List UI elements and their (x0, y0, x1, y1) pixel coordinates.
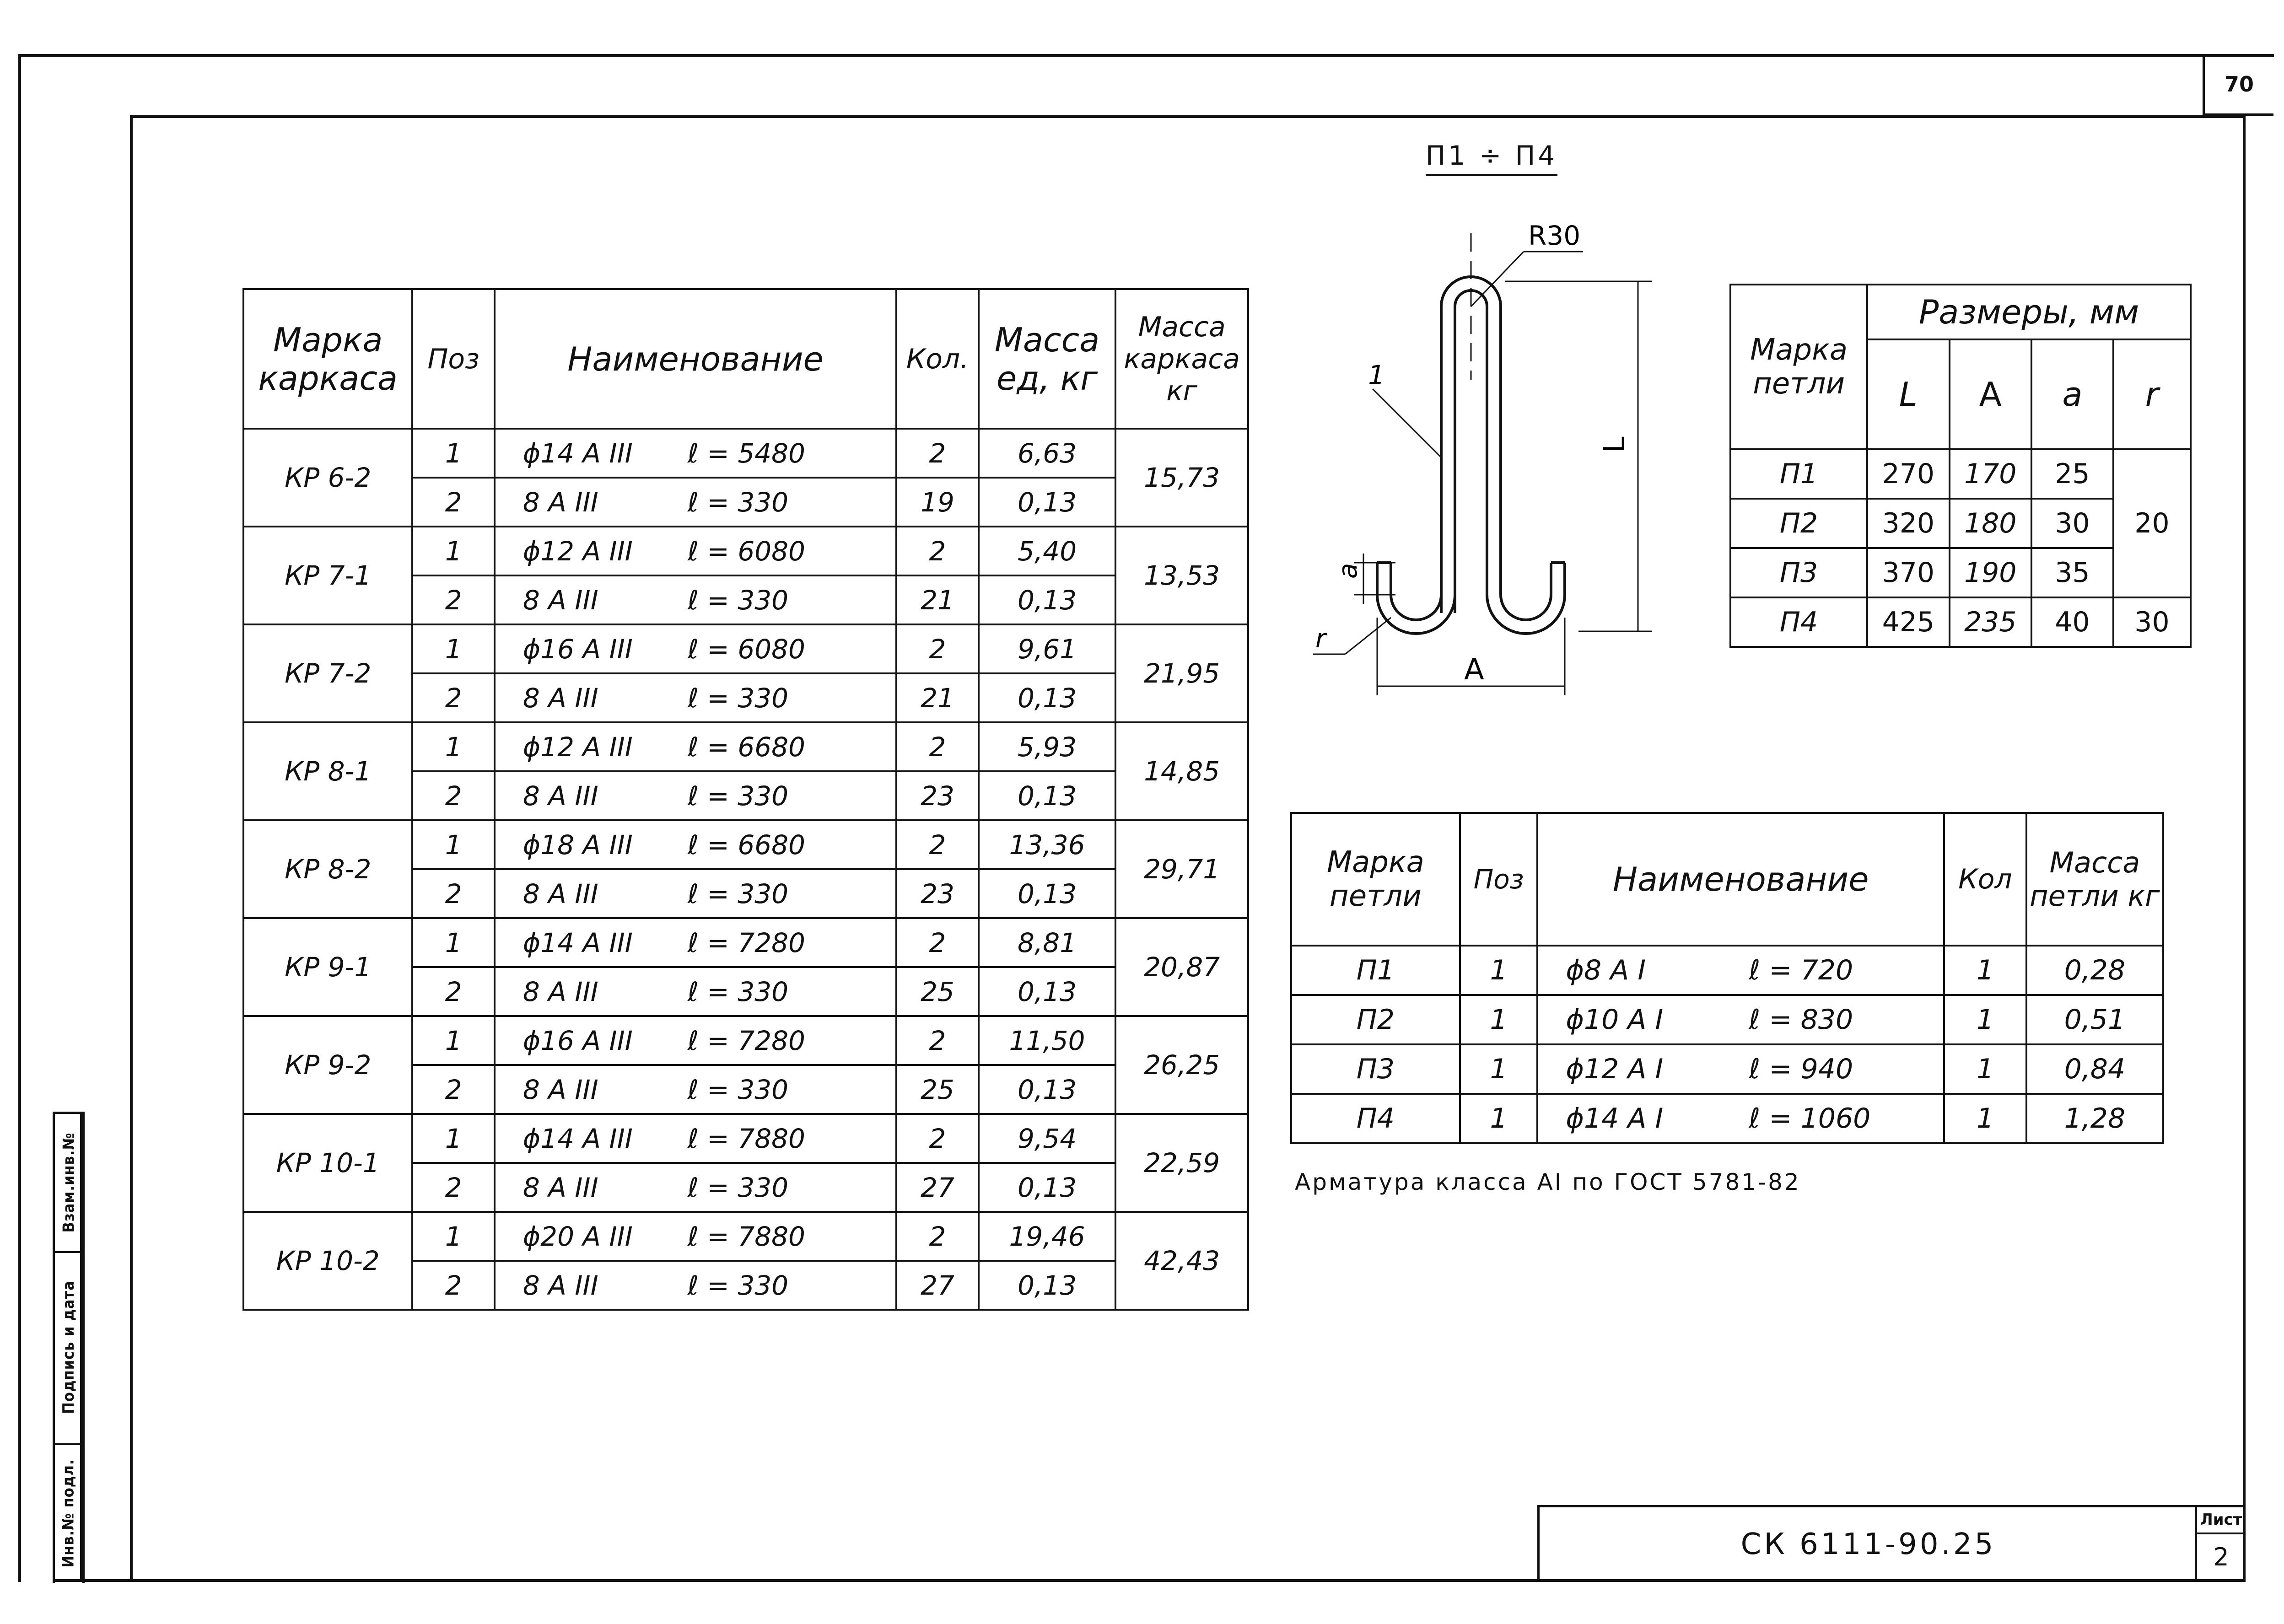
row-unit-mass: 6,63 (979, 429, 1115, 478)
row-name (495, 1212, 896, 1261)
row-qty: 23 (896, 771, 979, 820)
row-unit-mass: 0,13 (979, 869, 1115, 918)
row-pos: 2 (412, 575, 494, 624)
sheet-label: Лист (2197, 1507, 2245, 1534)
table-row (243, 1114, 1248, 1163)
document-code: СК 6111-90.25 (1740, 1527, 1996, 1561)
loop-mark: П1 (1291, 946, 1460, 995)
loop-outline-outer (1441, 277, 1551, 620)
loop-outline-inner (1455, 290, 1565, 634)
side-stamp-cell-1: Инв.№ подл. (59, 1458, 78, 1568)
row-unit-mass: 0,13 (979, 1261, 1115, 1310)
loop-header-mark: Марка петли (1291, 813, 1460, 946)
loop-dimensions-table (1729, 284, 2192, 648)
frame-top-outer (18, 54, 2274, 57)
row-name (495, 1065, 896, 1114)
loop-pos: 1 (1460, 995, 1538, 1044)
bar-spec: ϕ14 А III (523, 927, 633, 958)
dim-L: 425 (1867, 597, 1949, 647)
row-unit-mass: 0,13 (979, 771, 1115, 820)
col-header-name: Наименование (495, 289, 896, 429)
sheet-box (2195, 1505, 2245, 1581)
frame-total-mass: 14,85 (1115, 722, 1248, 820)
dim-r: 20 (2113, 449, 2191, 597)
loop-mass: 0,51 (2026, 995, 2163, 1044)
bar-length: ℓ = 330 (687, 486, 789, 518)
row-qty: 27 (896, 1163, 979, 1212)
frame-left-outer (18, 54, 21, 1582)
bar-spec: ϕ16 А III (523, 633, 633, 665)
page-number: 70 (2224, 72, 2254, 97)
loop-mark: П4 (1291, 1094, 1460, 1143)
dim-header-mark: Марка петли (1730, 285, 1867, 449)
row-unit-mass: 8,81 (979, 918, 1115, 967)
frame-mark: КР 10-2 (243, 1212, 412, 1310)
row-pos: 1 (412, 624, 494, 673)
loop-name (1537, 1094, 1944, 1143)
col-header-unit-mass: Масса ед, кг (979, 289, 1115, 429)
row-qty: 27 (896, 1261, 979, 1310)
row-pos: 1 (412, 429, 494, 478)
table-row (1291, 1044, 2163, 1094)
sheet-number: 2 (2213, 1543, 2229, 1571)
row-name (495, 1114, 896, 1163)
row-name (495, 575, 896, 624)
radius-label: R30 (1528, 220, 1581, 251)
bar-length: ℓ = 830 (1749, 1004, 1853, 1036)
dim-L-label: L (1598, 436, 1632, 453)
position-label: 1 (1368, 360, 1385, 391)
dim-L: 370 (1867, 548, 1949, 597)
bar-spec: 8 А III (523, 780, 598, 812)
row-qty: 19 (896, 478, 979, 527)
row-qty: 25 (896, 967, 979, 1016)
row-name (495, 869, 896, 918)
row-name (495, 820, 896, 869)
row-name (495, 1016, 896, 1065)
frame-mark: КР 7-1 (243, 527, 412, 624)
row-name (495, 624, 896, 673)
frame-inner-left (130, 115, 133, 1581)
loop-mass: 1,28 (2026, 1094, 2163, 1143)
loop-mass: 0,28 (2026, 946, 2163, 995)
bar-length: ℓ = 6680 (687, 731, 805, 763)
side-stamp-cell-2: Подпись и дата (55, 1251, 82, 1445)
dim-A: 180 (1950, 499, 2031, 548)
loop-qty: 1 (1944, 946, 2026, 995)
bar-spec: ϕ14 А III (523, 1123, 633, 1154)
frame-total-mass: 13,53 (1115, 527, 1248, 624)
dim-mark: П4 (1730, 597, 1867, 647)
loop-header-pos: Поз (1460, 813, 1538, 946)
frame-total-mass: 22,59 (1115, 1114, 1248, 1212)
bar-spec: ϕ12 А III (523, 535, 633, 567)
row-name (495, 722, 896, 771)
row-qty: 2 (896, 918, 979, 967)
table-row (243, 918, 1248, 967)
row-unit-mass: 11,50 (979, 1016, 1115, 1065)
frame-mark: КР 7-2 (243, 624, 412, 722)
bar-spec: ϕ14 А I (1566, 1102, 1664, 1135)
dim-a: 35 (2031, 548, 2113, 597)
dim-mark: П1 (1730, 449, 1867, 499)
frame-inner-top (130, 115, 2244, 118)
row-pos: 2 (412, 967, 494, 1016)
row-name (495, 673, 896, 722)
bar-spec: 8 А III (523, 682, 598, 714)
col-header-qty: Кол. (896, 289, 979, 429)
row-pos: 1 (412, 1114, 494, 1163)
dim-L: 320 (1867, 499, 1949, 548)
row-qty: 2 (896, 722, 979, 771)
row-pos: 2 (412, 1065, 494, 1114)
row-unit-mass: 0,13 (979, 478, 1115, 527)
table-row (1730, 449, 2191, 499)
frame-total-mass: 20,87 (1115, 918, 1248, 1016)
row-name (495, 918, 896, 967)
bar-length: ℓ = 330 (687, 1074, 789, 1105)
row-qty: 2 (896, 1016, 979, 1065)
page-number-box (2203, 55, 2273, 116)
table-row (1291, 995, 2163, 1044)
bar-spec: ϕ12 А I (1566, 1053, 1664, 1085)
bar-spec: ϕ20 А III (523, 1221, 633, 1252)
hook-left-outer (1391, 563, 1441, 620)
row-qty: 21 (896, 575, 979, 624)
bar-spec: ϕ12 А III (523, 731, 633, 763)
col-header-pos: Поз (412, 289, 494, 429)
bar-length: ℓ = 7880 (687, 1123, 805, 1154)
dim-header-A: A (1950, 339, 2031, 449)
bar-length: ℓ = 7280 (687, 1025, 805, 1056)
frame-mark: КР 10-1 (243, 1114, 412, 1212)
title-block (1537, 1505, 2197, 1581)
loop-mark: П2 (1291, 995, 1460, 1044)
frame-inner-right (2243, 115, 2246, 1581)
row-pos: 1 (412, 1016, 494, 1065)
bar-spec: 8 А III (523, 878, 598, 909)
col-header-frame-mass: Масса каркаса кг (1115, 289, 1248, 429)
loop-qty: 1 (1944, 995, 2026, 1044)
bar-length: ℓ = 330 (687, 780, 789, 812)
dim-r: 30 (2113, 597, 2191, 647)
bar-spec: 8 А III (523, 976, 598, 1007)
bar-spec: ϕ10 А I (1566, 1004, 1664, 1036)
bar-length: ℓ = 330 (687, 584, 789, 616)
row-unit-mass: 19,46 (979, 1212, 1115, 1261)
frame-mark: КР 9-2 (243, 1016, 412, 1114)
side-stamp-cell-3: Взам.инв.№ (55, 1114, 82, 1253)
table-row (243, 1212, 1248, 1261)
row-qty: 2 (896, 527, 979, 575)
row-unit-mass: 0,13 (979, 673, 1115, 722)
row-name (495, 478, 896, 527)
row-unit-mass: 0,13 (979, 1163, 1115, 1212)
dim-a: 25 (2031, 449, 2113, 499)
loop-qty: 1 (1944, 1044, 2026, 1094)
dim-A-label: A (1464, 653, 1484, 687)
loop-qty: 1 (1944, 1094, 2026, 1143)
row-pos: 2 (412, 1163, 494, 1212)
row-pos: 2 (412, 673, 494, 722)
row-pos: 1 (412, 918, 494, 967)
loop-name (1537, 946, 1944, 995)
bar-spec: 8 А III (523, 584, 598, 616)
table-row (243, 1016, 1248, 1065)
frame-mark: КР 6-2 (243, 429, 412, 527)
row-unit-mass: 13,36 (979, 820, 1115, 869)
frame-mark: КР 8-2 (243, 820, 412, 918)
row-pos: 2 (412, 869, 494, 918)
row-name (495, 1163, 896, 1212)
bar-length: ℓ = 330 (687, 682, 789, 714)
frame-total-mass: 29,71 (1115, 820, 1248, 918)
bar-length: ℓ = 7280 (687, 927, 805, 958)
dim-L: 270 (1867, 449, 1949, 499)
row-unit-mass: 9,61 (979, 624, 1115, 673)
loop-mark: П3 (1291, 1044, 1460, 1094)
row-unit-mass: 5,40 (979, 527, 1115, 575)
row-qty: 2 (896, 1212, 979, 1261)
dim-header-dims: Размеры, мм (1867, 285, 2191, 339)
loop-drawing (1304, 215, 1670, 718)
row-unit-mass: 9,54 (979, 1114, 1115, 1163)
bar-length: ℓ = 5480 (687, 437, 805, 469)
dim-mark: П2 (1730, 499, 1867, 548)
row-pos: 2 (412, 1261, 494, 1310)
frame-mark: КР 9-1 (243, 918, 412, 1016)
bar-length: ℓ = 1060 (1749, 1102, 1871, 1135)
dim-A: 235 (1950, 597, 2031, 647)
bar-length: ℓ = 330 (687, 878, 789, 909)
frame-mark: КР 8-1 (243, 722, 412, 820)
bar-length: ℓ = 940 (1749, 1053, 1853, 1085)
row-pos: 1 (412, 1212, 494, 1261)
row-name (495, 429, 896, 478)
bar-length: ℓ = 330 (687, 1172, 789, 1203)
dim-r-label: r (1315, 624, 1326, 654)
bar-spec: 8 А III (523, 1074, 598, 1105)
side-stamp-divider (80, 1112, 82, 1581)
loop-specification-table (1290, 812, 2164, 1144)
row-qty: 25 (896, 1065, 979, 1114)
dim-a: 40 (2031, 597, 2113, 647)
bar-length: ℓ = 6680 (687, 829, 805, 860)
loop-header-mass: Масса петли кг (2026, 813, 2163, 946)
table-row (1291, 946, 2163, 995)
dim-A: 190 (1950, 548, 2031, 597)
bar-spec: ϕ14 А III (523, 437, 633, 469)
col-header-mark: Марка каркаса (243, 289, 412, 429)
frame-total-mass: 42,43 (1115, 1212, 1248, 1310)
bar-length: ℓ = 6080 (687, 535, 805, 567)
loop-pos: 1 (1460, 1094, 1538, 1143)
table-row (243, 722, 1248, 771)
table-row (1730, 597, 2191, 647)
bar-length: ℓ = 7880 (687, 1221, 805, 1252)
reinforcement-note: Арматура класса АI по ГОСТ 5781-82 (1295, 1169, 1801, 1195)
row-name (495, 771, 896, 820)
row-pos: 2 (412, 478, 494, 527)
loop-header-name: Наименование (1537, 813, 1944, 946)
bar-spec: ϕ18 А III (523, 829, 633, 860)
table-row (1291, 1094, 2163, 1143)
table-row (243, 527, 1248, 575)
row-pos: 1 (412, 527, 494, 575)
page-title: П1 ÷ П4 (1409, 137, 1574, 178)
dim-header-a: a (2031, 339, 2113, 449)
row-pos: 1 (412, 820, 494, 869)
row-qty: 21 (896, 673, 979, 722)
dim-a-label: a (1333, 563, 1363, 579)
hook-left-inner (1377, 563, 1455, 634)
bar-spec: ϕ8 А I (1566, 954, 1646, 986)
bar-spec: 8 А III (523, 486, 598, 518)
frame-specification-table (242, 288, 1249, 1311)
loop-mass: 0,84 (2026, 1044, 2163, 1094)
bar-length: ℓ = 330 (687, 1269, 789, 1301)
row-unit-mass: 0,13 (979, 967, 1115, 1016)
loop-pos: 1 (1460, 1044, 1538, 1094)
row-qty: 2 (896, 1114, 979, 1163)
bar-spec: ϕ16 А III (523, 1025, 633, 1056)
row-unit-mass: 0,13 (979, 1065, 1115, 1114)
frame-total-mass: 15,73 (1115, 429, 1248, 527)
dim-mark: П3 (1730, 548, 1867, 597)
bar-spec: 8 А III (523, 1269, 598, 1301)
row-qty: 2 (896, 820, 979, 869)
bar-length: ℓ = 6080 (687, 633, 805, 665)
loop-header-qty: Кол (1944, 813, 2026, 946)
table-row (243, 624, 1248, 673)
row-name (495, 967, 896, 1016)
frame-total-mass: 21,95 (1115, 624, 1248, 722)
table-row (243, 820, 1248, 869)
dim-header-r: r (2113, 339, 2191, 449)
dim-a: 30 (2031, 499, 2113, 548)
row-qty: 23 (896, 869, 979, 918)
row-qty: 2 (896, 624, 979, 673)
loop-name (1537, 1044, 1944, 1094)
loop-name (1537, 995, 1944, 1044)
dim-A: 170 (1950, 449, 2031, 499)
bar-length: ℓ = 720 (1749, 954, 1853, 986)
row-unit-mass: 0,13 (979, 575, 1115, 624)
loop-pos: 1 (1460, 946, 1538, 995)
row-name (495, 527, 896, 575)
bar-spec: 8 А III (523, 1172, 598, 1203)
table-row (243, 429, 1248, 478)
row-unit-mass: 5,93 (979, 722, 1115, 771)
row-name (495, 1261, 896, 1310)
dim-header-L: L (1867, 339, 1949, 449)
row-pos: 1 (412, 722, 494, 771)
row-qty: 2 (896, 429, 979, 478)
frame-total-mass: 26,25 (1115, 1016, 1248, 1114)
bar-length: ℓ = 330 (687, 976, 789, 1007)
row-pos: 2 (412, 771, 494, 820)
